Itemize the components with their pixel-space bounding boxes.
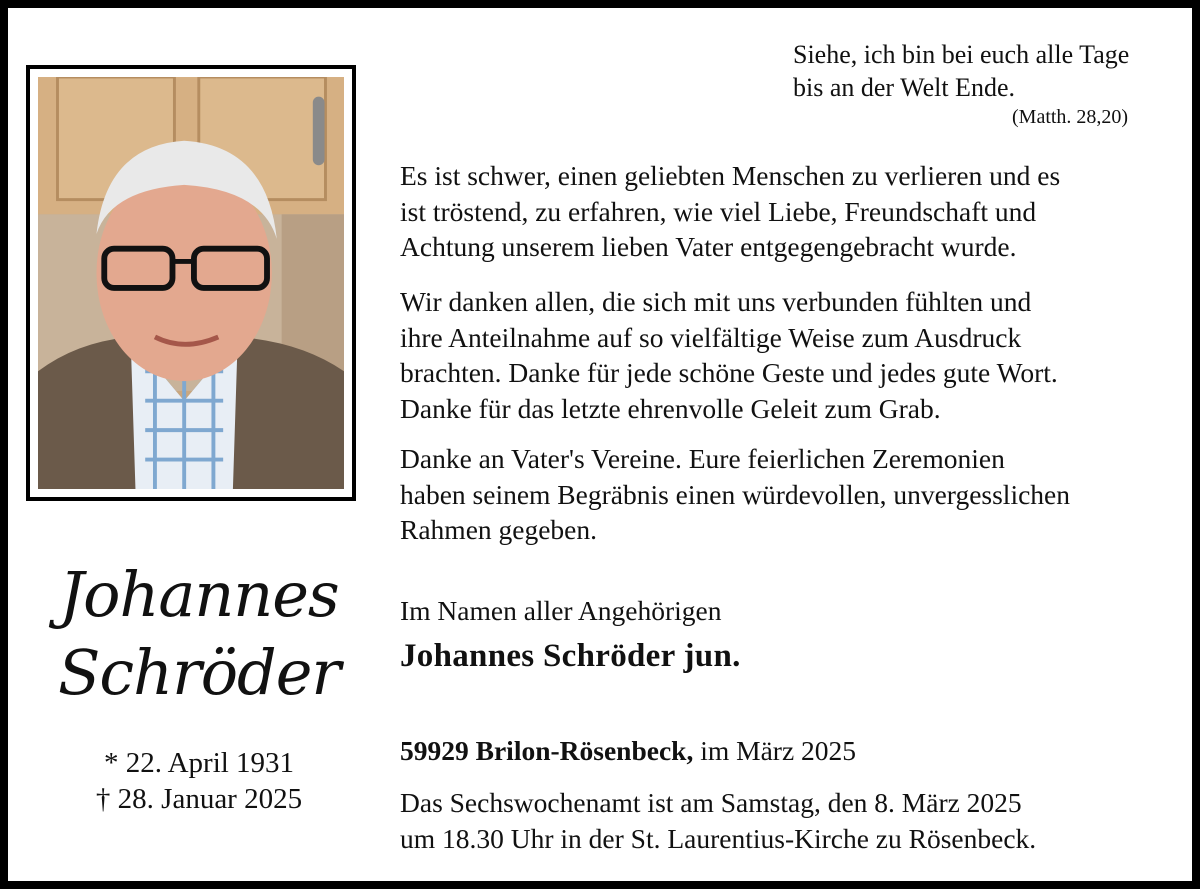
verse-reference: (Matth. 28,20) <box>1012 106 1129 128</box>
place-date: im März 2025 <box>693 735 857 766</box>
deceased-last-name: Schröder <box>57 636 341 709</box>
signature-name: Johannes Schröder jun. <box>400 638 741 674</box>
death-date: † 28. Januar 2025 <box>95 783 303 815</box>
deceased-first-name: Johannes <box>59 558 339 631</box>
birth-date: * 22. April 1931 <box>103 747 295 779</box>
verse-line-2: bis an der Welt Ende. <box>793 73 1015 102</box>
service-announcement <box>400 785 1190 857</box>
place-and-date <box>400 735 856 767</box>
gratitude-paragraph-2 <box>400 284 1180 426</box>
obituary-notice <box>8 8 1192 881</box>
text-line: Wir danken allen, die sich mit uns verbunden fühlten und <box>400 286 1032 317</box>
service-line-1: Das Sechswochenamt ist am Samstag, den 8. März 2025 <box>400 787 1022 818</box>
text-line: Achtung unserem lieben Vater entgegengebracht wurde. <box>400 231 1017 262</box>
text-line: ihre Anteilnahme auf so vielfältige Weise zum Ausdruck <box>400 321 1022 353</box>
text-line: brachten. Danke für jede schöne Geste und jedes gute Wort. <box>400 357 1058 388</box>
verse-line-1: Siehe, ich bin bei euch alle Tage <box>793 40 1130 69</box>
text-line: haben seinem Begräbnis einen würdevollen, unvergesslichen <box>400 478 1070 510</box>
place-location: 59929 Brilon-Rösenbeck, <box>400 735 694 766</box>
text-line: Danke an Vater's Vereine. Eure feierlichen Zeremonien <box>400 443 1005 474</box>
service-line-2: um 18.30 Uhr in der St. Laurentius-Kirche zu Rösenbeck. <box>400 823 1037 854</box>
signature-intro: Im Namen aller Angehörigen <box>400 595 722 626</box>
text-line: Rahmen gegeben. <box>400 514 598 545</box>
gratitude-paragraph-3 <box>400 441 1180 548</box>
gratitude-paragraph-1 <box>400 158 1180 265</box>
text-line: Es ist schwer, einen geliebten Menschen zu verlieren und es <box>400 160 1061 191</box>
life-dates <box>8 745 390 817</box>
text-line: ist tröstend, zu erfahren, wie viel Liebe, Freundschaft und <box>400 195 1037 227</box>
bible-verse <box>793 38 1129 104</box>
portrait-photo <box>38 77 344 489</box>
text-line: Danke für das letzte ehrenvolle Geleit zum Grab. <box>400 392 941 424</box>
portrait-frame <box>26 65 356 501</box>
